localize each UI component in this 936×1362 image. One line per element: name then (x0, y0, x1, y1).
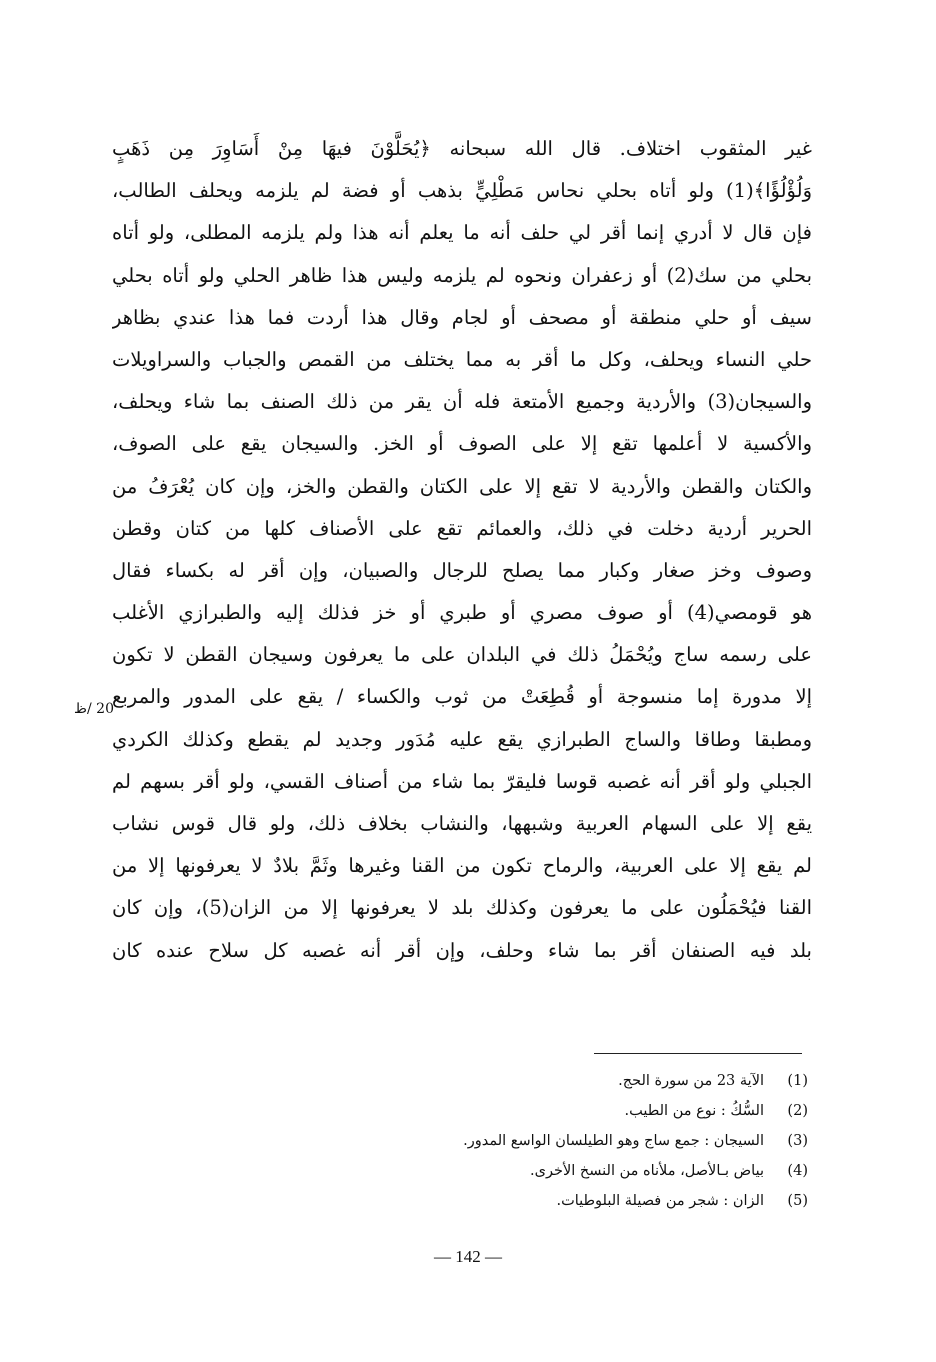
text-line: إلا مدورة إما منسوجة أو قُطِعَتْ من ثوب والكساء / يقع على المدور والمربع (112, 685, 812, 709)
text-line: يقع إلا على السهام العربية وشبهها، والنشاب بخلاف ذلك، ولو قال قوس نشاب (112, 812, 812, 835)
text-line: وصوف وخز صغار وكبار مما يصلح للرجال والصبيان، وإن أقر له بكساء فقال (112, 558, 812, 582)
footnote-number: (5) (787, 1193, 808, 1209)
text-line: بلد فيه الصنفان أقر بما شاء وحلف، وإن أقر أنه غصبه كل سلاح عنده كان (112, 938, 812, 962)
page-number: — 142 — (434, 1247, 502, 1266)
footnotes-list (380, 1066, 808, 1216)
text-line: والكتان والقطن والأردية لا تقع إلا على الكتان والقطن والخز، وإن كان يُعْرَفُ من (112, 474, 812, 498)
text-line: حلي النساء ويحلف، وكل ما أقر به مما يختلف من القمص والجباب والسراويلات (112, 347, 812, 371)
footnote-item (380, 1126, 808, 1156)
footnote-item (380, 1096, 808, 1126)
text-line: ومطبقا وطاقا والساج الطبرازي يقع عليه مُدَور وجديد لم يقطع وكذلك الكردي (112, 727, 812, 751)
text-line: الجبلي ولو أقر أنه غصبه قوسا فليقرّ بما شاء من أصناف القسي، ولو أقر بسهم لم (112, 769, 812, 793)
footnote-number: (3) (787, 1133, 808, 1149)
text-line: على رسمه ساج ويُحْمَلُ ذلك في البلدان على ما يعرفون وسيجان القطن لا تكون (112, 643, 812, 667)
text-line: الحرير أردية دخلت في ذلك، والعمائم تقع على الأصناف كلها من كتان وقطن (112, 516, 812, 540)
footnote-text: السُّكُ : نوع من الطيب. (624, 1103, 764, 1119)
text-line: وَلُؤْلُؤًا﴾(1) ولو أتاه بحلي نحاس مَطْلِيٍّ بذهب أو فضة لم يلزمه ويحلف الطالب، (112, 179, 812, 203)
text-line: هو قومصي(4) أو صوف مصري أو طبري أو خز فذلك إليه والطبرازي الأغلب (112, 601, 812, 625)
footnote-number: (1) (787, 1073, 808, 1089)
manuscript-folio-marker: 20 /ظ (74, 701, 114, 717)
text-line: والسيجان(3) والأردية وجميع الأمتعة فله أن يقر من ذلك الصنف بما شاء ويحلف، (112, 390, 812, 414)
footnote-text: الزان : شجر من فصيلة البلوطيات. (556, 1193, 764, 1209)
text-line: سيف أو حلي منطقة أو مصحف أو لجام وقال هذا أردت فما هذا عندي بظاهر (112, 305, 812, 329)
text-line: بحلي من سك(2) أو زعفران ونحوه لم يلزمه وليس هذا ظاهر الحلي ولو أتاه بحلي (112, 263, 812, 287)
main-text-block (112, 128, 812, 972)
footnote-item (380, 1186, 808, 1216)
footnote-text: بياض بـالأصل، ملأناه من النسخ الأخرى. (530, 1163, 764, 1179)
text-line: القنا فيُحْمَلُون على ما يعرفون وكذلك بلد لا يعرفونها إلا من الزان(5)، وإن كان (112, 896, 812, 920)
footnote-item (380, 1066, 808, 1096)
footnote-number: (4) (787, 1163, 808, 1179)
footnote-text: السيجان : جمع ساج وهو الطيلسان الواسع المدور. (463, 1133, 764, 1149)
footnote-number: (2) (787, 1103, 808, 1119)
text-line: فإن قال لا أدري إنما أقر لي حلف أنه ما يعلم أنه هذا ولم يلزمه المطلى، ولو أتاه (112, 221, 812, 245)
footnote-divider (594, 1053, 802, 1054)
footnote-item (380, 1156, 808, 1186)
text-line: والأكسية لا أعلمها تقع إلا على الصوف أو الخز. والسيجان يقع على الصوف، (112, 432, 812, 456)
text-line: غير المثقوب اختلاف. قال الله سبحانه ﴿يُحَلَّوْنَ فيهَا مِنْ أَسَاوِرَ مِن ذَهَبٍ (112, 137, 812, 160)
footnote-text: الآية 23 من سورة الحج. (618, 1073, 764, 1089)
text-line: لم يقع إلا على العربية، والرماح تكون من القنا وغيرها وثَمَّ بلادٌ لا يعرفونها إلا من (112, 854, 812, 878)
